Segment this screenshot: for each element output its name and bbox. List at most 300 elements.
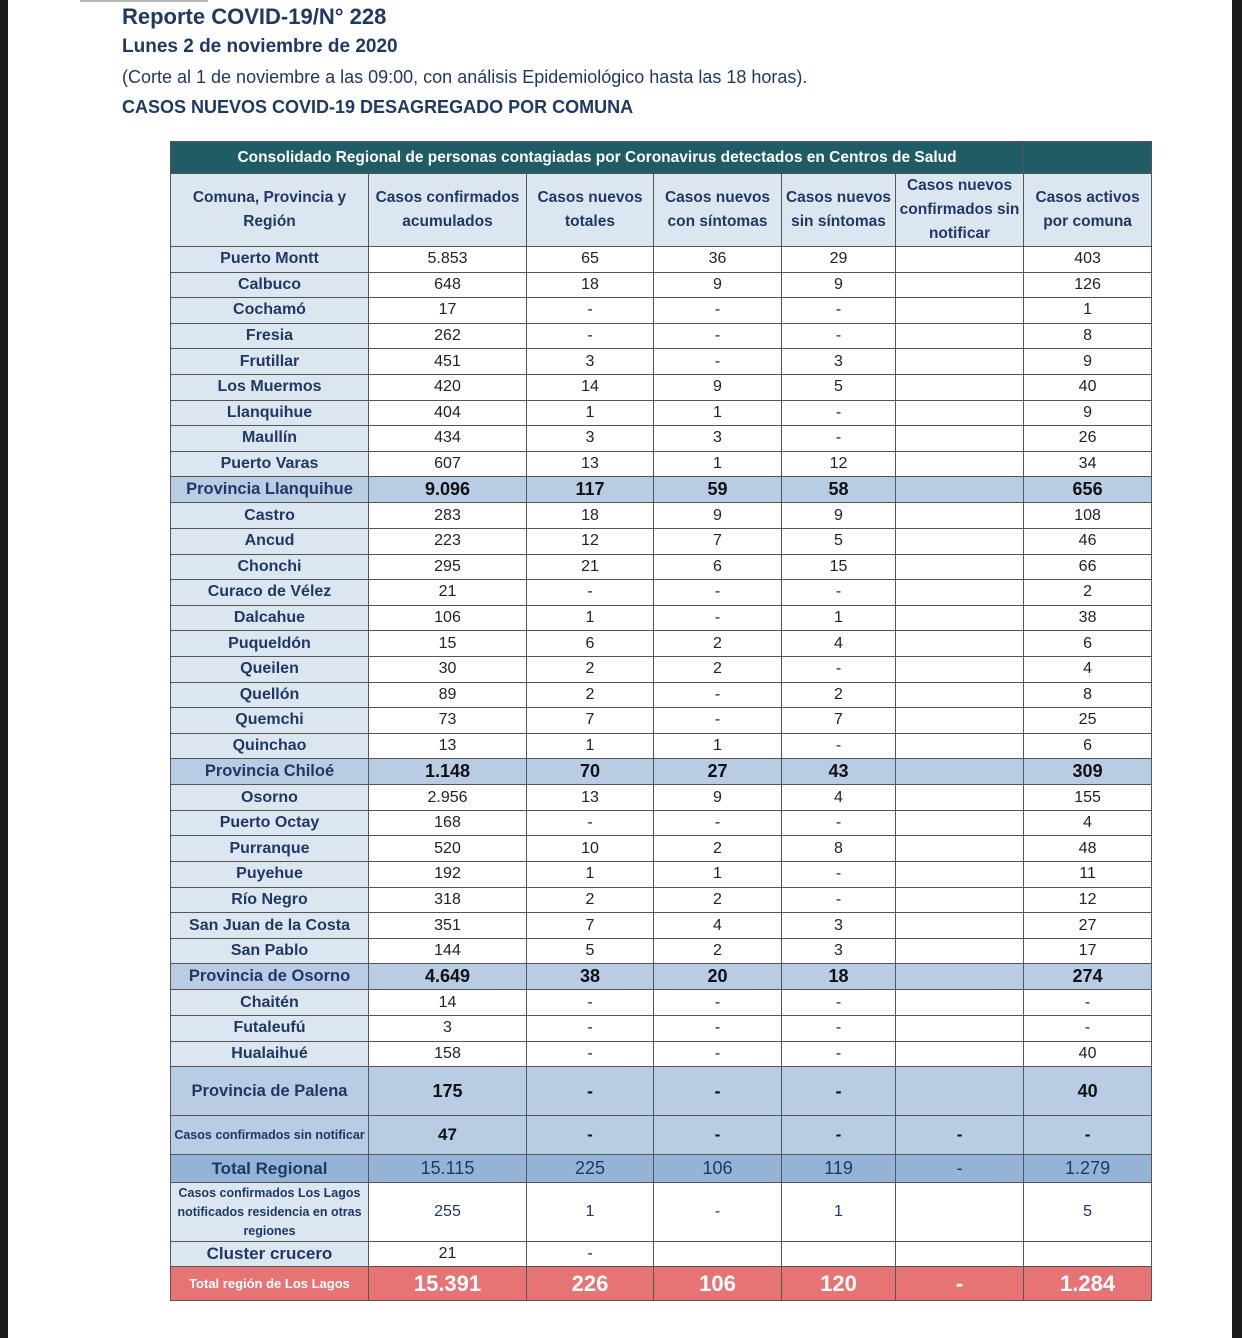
table-cell: 192: [369, 862, 527, 888]
table-cell: 262: [369, 323, 527, 349]
table-cell: 7: [654, 528, 782, 554]
table-cell: -: [782, 400, 896, 426]
table-cell: [896, 810, 1024, 836]
table-cell: -: [782, 733, 896, 759]
table-cell: 46: [1024, 528, 1152, 554]
table-cell: [896, 733, 1024, 759]
table-row: [171, 605, 1152, 631]
row-label: Castro: [171, 503, 369, 529]
row-label: Río Negro: [171, 887, 369, 913]
table-cell: [896, 656, 1024, 682]
table-cell: 520: [369, 836, 527, 862]
row-label: Cochamó: [171, 298, 369, 324]
table-cell: 9: [1024, 400, 1152, 426]
table-title-row: [171, 142, 1152, 174]
table-cell: 1.148: [369, 759, 527, 785]
table-cell: 47: [369, 1116, 527, 1155]
table-cell: -: [896, 1116, 1024, 1155]
table-cell: 656: [1024, 477, 1152, 503]
table-cell: 2: [1024, 580, 1152, 606]
table-cell: 21: [369, 1242, 527, 1267]
table-cell: -: [527, 1041, 654, 1067]
column-header: Casos nuevos totales: [527, 174, 654, 247]
table-cell: [896, 451, 1024, 477]
table-cell: -: [1024, 1016, 1152, 1042]
row-label: Puerto Varas: [171, 451, 369, 477]
table-cell: 117: [527, 477, 654, 503]
table-row: [171, 298, 1152, 324]
table-title: Consolidado Regional de personas contagiadas por Coronavirus detectados en Centros de Salud: [171, 142, 1024, 174]
table-cell: 106: [654, 1267, 782, 1301]
table-cell: 2.956: [369, 785, 527, 811]
table-cell: 8: [1024, 682, 1152, 708]
table-cell: 1: [654, 451, 782, 477]
table-row: [171, 810, 1152, 836]
table-cell: -: [782, 323, 896, 349]
table-cell: 1: [654, 862, 782, 888]
table-cell: 3: [782, 349, 896, 375]
table-cell: 12: [1024, 887, 1152, 913]
table-cell: [896, 862, 1024, 888]
table-cell: 40: [1024, 1067, 1152, 1116]
row-label: Total Regional: [171, 1155, 369, 1183]
table-cell: -: [654, 349, 782, 375]
table-cell: [896, 1016, 1024, 1042]
table-cell: [896, 349, 1024, 375]
table-cell: -: [527, 810, 654, 836]
table-cell: [896, 528, 1024, 554]
table-row: [171, 349, 1152, 375]
table-cell: -: [527, 1116, 654, 1155]
table-cell: 2: [654, 938, 782, 964]
table-row: [171, 656, 1152, 682]
table-cell: 34: [1024, 451, 1152, 477]
table-cell: 14: [527, 374, 654, 400]
table-cell: -: [527, 1016, 654, 1042]
row-label: Quellón: [171, 682, 369, 708]
table-cell: 175: [369, 1067, 527, 1116]
table-row: [171, 374, 1152, 400]
row-label: Frutillar: [171, 349, 369, 375]
table-cell: 120: [782, 1267, 896, 1301]
row-label: Quinchao: [171, 733, 369, 759]
table-cell: [896, 426, 1024, 452]
table-cell: 144: [369, 938, 527, 964]
report-note: (Corte al 1 de noviembre a las 09:00, con análisis Epidemiológico hasta las 18 horas).: [122, 67, 808, 87]
row-label: Puyehue: [171, 862, 369, 888]
table-cell: -: [1024, 990, 1152, 1016]
table-cell: 2: [527, 682, 654, 708]
table-cell: -: [782, 1067, 896, 1116]
table-cell: -: [896, 1267, 1024, 1301]
table-cell: [896, 938, 1024, 964]
table-cell: 2: [654, 656, 782, 682]
table-cell: [896, 708, 1024, 734]
table-cell: 6: [1024, 733, 1152, 759]
table-cell: 2: [782, 682, 896, 708]
table-cell: 5: [782, 374, 896, 400]
row-label: Purranque: [171, 836, 369, 862]
table-cell: 17: [369, 298, 527, 324]
table-cell: -: [782, 887, 896, 913]
table-cell: -: [527, 298, 654, 324]
table-cell: 38: [527, 964, 654, 990]
table-cell: [896, 554, 1024, 580]
table-cell: 106: [654, 1155, 782, 1183]
table-cell: 2: [654, 631, 782, 657]
table-cell: -: [654, 605, 782, 631]
row-label: Chonchi: [171, 554, 369, 580]
table-cell: [896, 298, 1024, 324]
row-label: Fresia: [171, 323, 369, 349]
table-title-blank: [1024, 142, 1152, 174]
table-cell: 29: [782, 247, 896, 273]
table-cell: 6: [654, 554, 782, 580]
row-label: Llanquihue: [171, 400, 369, 426]
row-label: Quemchi: [171, 708, 369, 734]
table-cell: -: [782, 426, 896, 452]
table-row: [171, 451, 1152, 477]
province-subtotal-row: [171, 759, 1152, 785]
table-cell: -: [654, 1041, 782, 1067]
table-cell: 13: [527, 451, 654, 477]
row-label: Futaleufú: [171, 1016, 369, 1042]
table-cell: 40: [1024, 374, 1152, 400]
table-row: [171, 554, 1152, 580]
table-cell: [896, 990, 1024, 1016]
table-cell: 9: [1024, 349, 1152, 375]
table-cell: 17: [1024, 938, 1152, 964]
table-cell: [896, 759, 1024, 785]
table-cell: -: [654, 990, 782, 1016]
table-cell: -: [782, 1016, 896, 1042]
table-cell: 36: [654, 247, 782, 273]
table-cell: 1: [527, 605, 654, 631]
table-cell: 12: [527, 528, 654, 554]
table-cell: [896, 503, 1024, 529]
table-cell: 27: [1024, 913, 1152, 939]
table-row: [171, 836, 1152, 862]
table-cell: 14: [369, 990, 527, 1016]
row-label: San Juan de la Costa: [171, 913, 369, 939]
table-cell: -: [527, 1067, 654, 1116]
row-label: Provincia de Palena: [171, 1067, 369, 1116]
table-cell: 3: [782, 938, 896, 964]
table-cell: -: [654, 1183, 782, 1242]
table-cell: [896, 477, 1024, 503]
table-row: [171, 938, 1152, 964]
table-cell: 4: [654, 913, 782, 939]
row-label: Provincia Chiloé: [171, 759, 369, 785]
table-cell: 48: [1024, 836, 1152, 862]
report-title: Reporte COVID-19/N° 228: [122, 4, 387, 29]
row-label: Casos confirmados sin notificar: [171, 1116, 369, 1155]
province-subtotal-row: [171, 1067, 1152, 1116]
table-cell: 119: [782, 1155, 896, 1183]
row-label: Dalcahue: [171, 605, 369, 631]
table-row: [171, 1041, 1152, 1067]
table-cell: 403: [1024, 247, 1152, 273]
summary-row: [171, 1267, 1152, 1301]
table-row: [171, 503, 1152, 529]
table-cell: 18: [782, 964, 896, 990]
table-cell: [896, 374, 1024, 400]
table-cell: [896, 605, 1024, 631]
summary-row: [171, 1242, 1152, 1267]
table-cell: 1: [527, 1183, 654, 1242]
table-cell: 7: [527, 708, 654, 734]
report-subtitle: CASOS NUEVOS COVID-19 DESAGREGADO POR COMUNA: [122, 97, 634, 117]
table-cell: -: [654, 1016, 782, 1042]
table-cell: 223: [369, 528, 527, 554]
table-cell: 3: [527, 349, 654, 375]
table-cell: 9: [654, 272, 782, 298]
table-cell: -: [1024, 1116, 1152, 1155]
table-cell: 30: [369, 656, 527, 682]
row-label: Puqueldón: [171, 631, 369, 657]
table-cell: -: [782, 656, 896, 682]
table-cell: 1: [782, 1183, 896, 1242]
table-cell: 7: [782, 708, 896, 734]
table-cell: -: [654, 708, 782, 734]
table-row: [171, 887, 1152, 913]
province-subtotal-row: [171, 477, 1152, 503]
table-cell: [896, 785, 1024, 811]
table-cell: 43: [782, 759, 896, 785]
table-cell: -: [654, 580, 782, 606]
table-cell: 9: [782, 503, 896, 529]
table-cell: 13: [369, 733, 527, 759]
summary-row: [171, 1155, 1152, 1183]
row-label: Cluster crucero: [171, 1242, 369, 1267]
row-label: Provincia Llanquihue: [171, 477, 369, 503]
table-cell: 126: [1024, 272, 1152, 298]
table-cell: [896, 913, 1024, 939]
table-cell: [654, 1242, 782, 1267]
table-cell: 40: [1024, 1041, 1152, 1067]
table-cell: 5.853: [369, 247, 527, 273]
table-row: [171, 990, 1152, 1016]
table-cell: [896, 682, 1024, 708]
table-cell: 1: [654, 733, 782, 759]
table-cell: 1.284: [1024, 1267, 1152, 1301]
table-cell: 15.115: [369, 1155, 527, 1183]
table-row: [171, 400, 1152, 426]
table-cell: [782, 1242, 896, 1267]
table-row: [171, 272, 1152, 298]
table-cell: 5: [782, 528, 896, 554]
table-cell: 3: [782, 913, 896, 939]
table-cell: -: [654, 810, 782, 836]
table-cell: 65: [527, 247, 654, 273]
table-cell: 3: [527, 426, 654, 452]
table-cell: 9: [654, 374, 782, 400]
table-cell: -: [654, 1067, 782, 1116]
column-header: Casos nuevos sin síntomas: [782, 174, 896, 247]
table-row: [171, 708, 1152, 734]
table-cell: 1: [527, 733, 654, 759]
table-cell: -: [527, 990, 654, 1016]
table-cell: 10: [527, 836, 654, 862]
report-header: [122, 2, 807, 122]
table-cell: [896, 631, 1024, 657]
table-cell: [896, 887, 1024, 913]
row-label: Casos confirmados Los Lagos notificados residencia en otras regiones: [171, 1183, 369, 1242]
table-cell: 26: [1024, 426, 1152, 452]
table-cell: 2: [654, 887, 782, 913]
table-row: [171, 733, 1152, 759]
table-cell: 4.649: [369, 964, 527, 990]
table-cell: 89: [369, 682, 527, 708]
column-header: Comuna, Provincia y Región: [171, 174, 369, 247]
table-cell: -: [527, 323, 654, 349]
table-cell: 5: [1024, 1183, 1152, 1242]
table-cell: 9: [782, 272, 896, 298]
table-cell: [896, 836, 1024, 862]
table-cell: 4: [1024, 810, 1152, 836]
row-label: Queilen: [171, 656, 369, 682]
table-cell: 158: [369, 1041, 527, 1067]
table-cell: 451: [369, 349, 527, 375]
table-cell: 20: [654, 964, 782, 990]
table-cell: -: [527, 580, 654, 606]
covid-cases-table: [170, 141, 1152, 1301]
table-cell: 27: [654, 759, 782, 785]
table-cell: 351: [369, 913, 527, 939]
summary-row: [171, 1183, 1152, 1242]
table-cell: 15: [369, 631, 527, 657]
table-cell: 4: [1024, 656, 1152, 682]
table-row: [171, 682, 1152, 708]
row-label: San Pablo: [171, 938, 369, 964]
table-cell: 59: [654, 477, 782, 503]
row-label: Curaco de Vélez: [171, 580, 369, 606]
table-cell: [896, 247, 1024, 273]
table-cell: [896, 323, 1024, 349]
table-cell: 8: [1024, 323, 1152, 349]
report-date: Lunes 2 de noviembre de 2020: [122, 36, 398, 57]
row-label: Hualaihué: [171, 1041, 369, 1067]
table-cell: 226: [527, 1267, 654, 1301]
table-row: [171, 426, 1152, 452]
table-cell: 1: [527, 400, 654, 426]
table-row: [171, 528, 1152, 554]
table-cell: 607: [369, 451, 527, 477]
table-cell: -: [782, 1041, 896, 1067]
table-cell: 274: [1024, 964, 1152, 990]
table-row: [171, 631, 1152, 657]
table-cell: -: [654, 682, 782, 708]
table-row: [171, 323, 1152, 349]
table-row: [171, 785, 1152, 811]
table-header-row: [171, 174, 1152, 247]
table-cell: 404: [369, 400, 527, 426]
table-cell: 1: [527, 862, 654, 888]
table-cell: 295: [369, 554, 527, 580]
table-row: [171, 1016, 1152, 1042]
table-cell: 73: [369, 708, 527, 734]
summary-row: [171, 1116, 1152, 1155]
table-cell: 15: [782, 554, 896, 580]
table-cell: 309: [1024, 759, 1152, 785]
table-cell: 155: [1024, 785, 1152, 811]
table-cell: 58: [782, 477, 896, 503]
row-label: Puerto Montt: [171, 247, 369, 273]
table-cell: 1.279: [1024, 1155, 1152, 1183]
table-cell: 108: [1024, 503, 1152, 529]
table-cell: -: [896, 1155, 1024, 1183]
table-cell: 21: [369, 580, 527, 606]
table-cell: 3: [369, 1016, 527, 1042]
table-cell: 318: [369, 887, 527, 913]
table-cell: 2: [527, 656, 654, 682]
row-label: Ancud: [171, 528, 369, 554]
table-cell: 25: [1024, 708, 1152, 734]
table-cell: -: [782, 1116, 896, 1155]
column-header: Casos nuevos con síntomas: [654, 174, 782, 247]
table-cell: 1: [1024, 298, 1152, 324]
row-label: Provincia de Osorno: [171, 964, 369, 990]
table-cell: 13: [527, 785, 654, 811]
row-label: Los Muermos: [171, 374, 369, 400]
table-cell: 1: [782, 605, 896, 631]
table-cell: 8: [782, 836, 896, 862]
row-label: Puerto Octay: [171, 810, 369, 836]
table-cell: [896, 272, 1024, 298]
table-cell: -: [654, 1116, 782, 1155]
table-cell: 4: [782, 631, 896, 657]
column-header: Casos activos por comuna: [1024, 174, 1152, 247]
column-header: Casos confirmados acumulados: [369, 174, 527, 247]
table-cell: 2: [654, 836, 782, 862]
table-cell: [896, 1041, 1024, 1067]
table-cell: -: [782, 580, 896, 606]
table-cell: -: [527, 1242, 654, 1267]
table-cell: -: [654, 298, 782, 324]
table-cell: 283: [369, 503, 527, 529]
table-cell: 18: [527, 503, 654, 529]
table-cell: 1: [654, 400, 782, 426]
table-cell: 9: [654, 785, 782, 811]
table-cell: [896, 1183, 1024, 1242]
row-label: Maullín: [171, 426, 369, 452]
table-cell: 255: [369, 1183, 527, 1242]
table-cell: -: [782, 990, 896, 1016]
table-row: [171, 247, 1152, 273]
table-cell: -: [782, 810, 896, 836]
table-cell: -: [782, 862, 896, 888]
table-cell: 12: [782, 451, 896, 477]
row-label: Chaitén: [171, 990, 369, 1016]
table-cell: 9: [654, 503, 782, 529]
table-cell: 15.391: [369, 1267, 527, 1301]
table-cell: 3: [654, 426, 782, 452]
table-cell: 168: [369, 810, 527, 836]
table-cell: 18: [527, 272, 654, 298]
column-header: Casos nuevos confirmados sin notificar: [896, 174, 1024, 247]
row-label: Total región de Los Lagos: [171, 1267, 369, 1301]
table-cell: [1024, 1242, 1152, 1267]
row-label: Osorno: [171, 785, 369, 811]
table-cell: 38: [1024, 605, 1152, 631]
table-cell: 2: [527, 887, 654, 913]
table-cell: 21: [527, 554, 654, 580]
table-cell: [896, 1067, 1024, 1116]
table-cell: 11: [1024, 862, 1152, 888]
table-cell: -: [654, 323, 782, 349]
table-cell: 4: [782, 785, 896, 811]
table-cell: 434: [369, 426, 527, 452]
